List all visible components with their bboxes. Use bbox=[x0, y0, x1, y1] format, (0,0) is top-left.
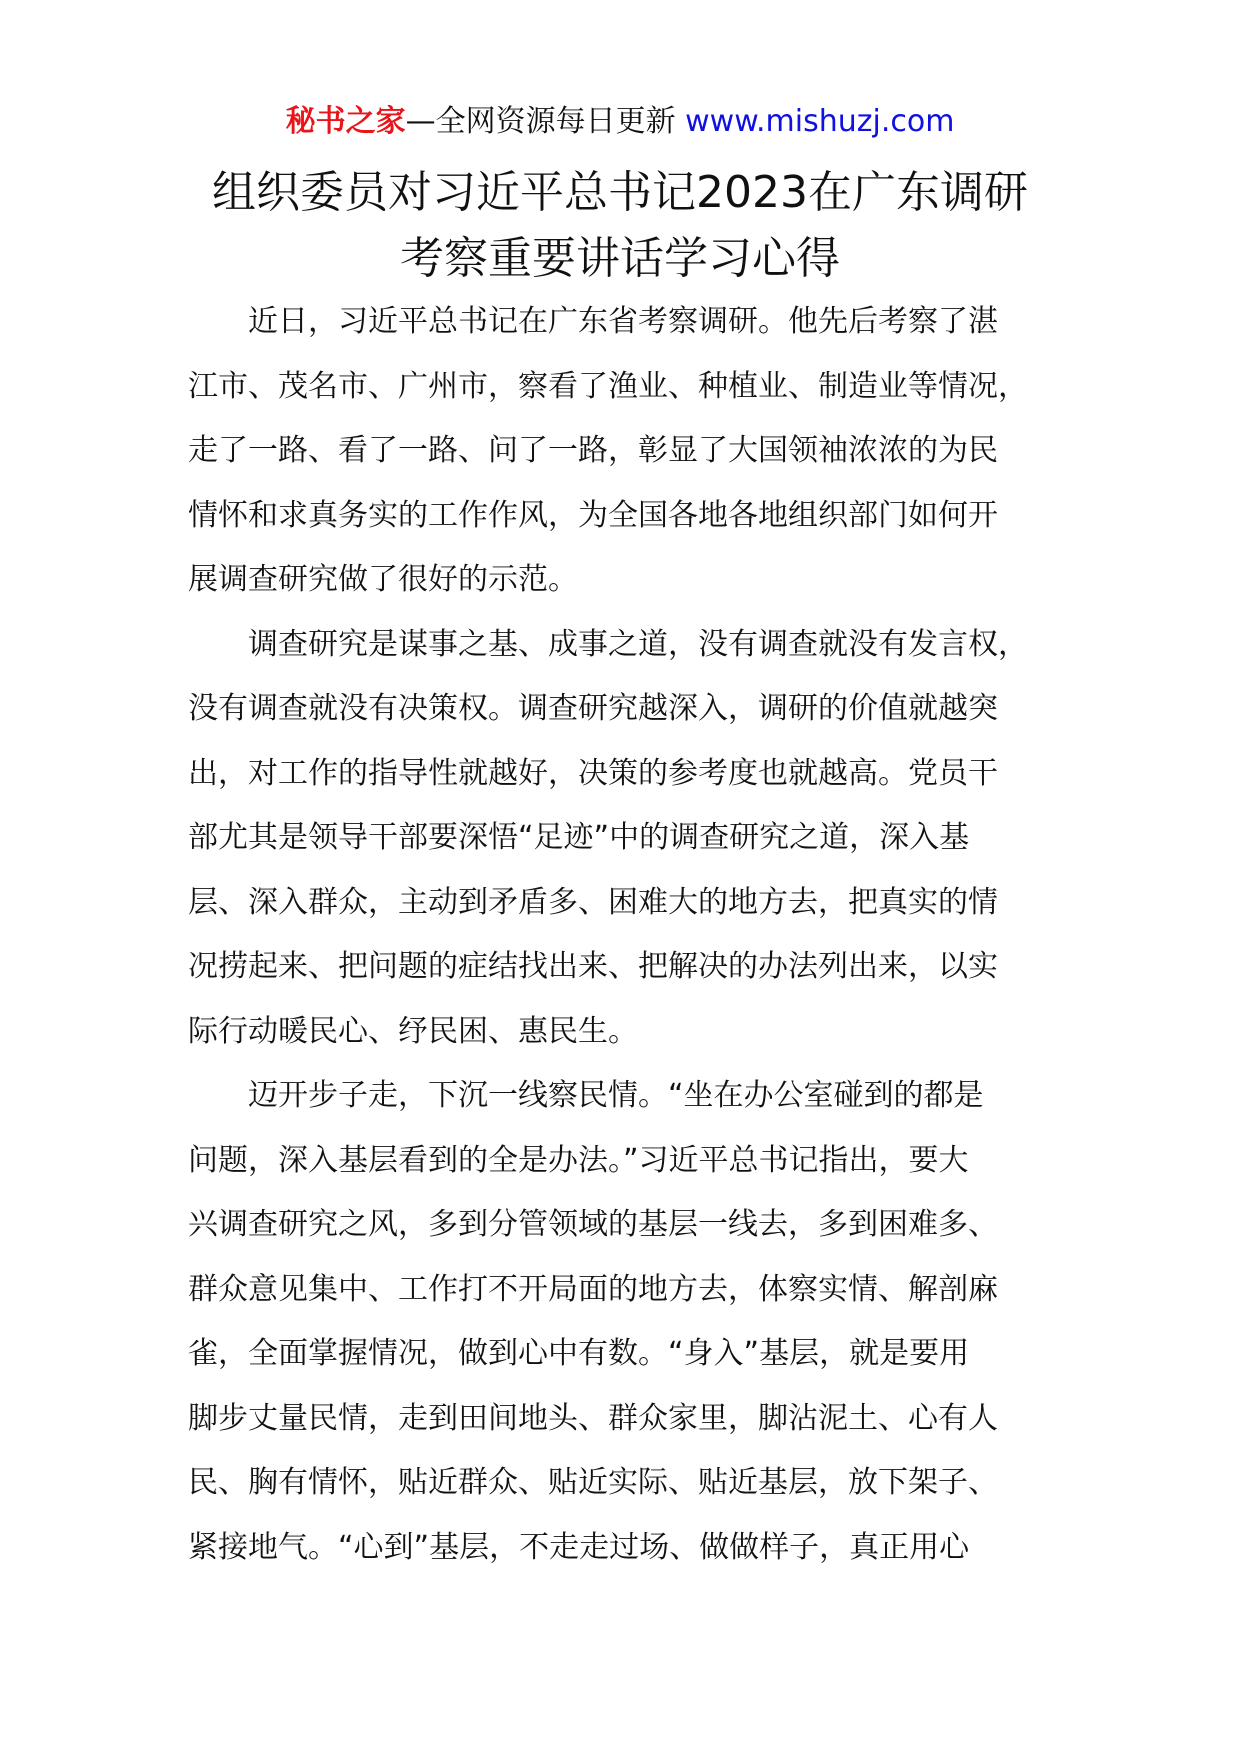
document-title bbox=[150, 160, 1090, 292]
title-line-2: 考察重要讲话学习心得 bbox=[400, 233, 840, 284]
paragraph-line: 民、胸有情怀，贴近群众、贴近实际、贴近基层，放下架子、 bbox=[188, 1465, 998, 1500]
paragraph-line: 际行动暖民心、纾民困、惠民生。 bbox=[188, 1013, 638, 1049]
header-tagline: —全网资源每日更新 bbox=[405, 104, 676, 139]
paragraph-line: 问题，深入基层看到的全是办法。”习近平总书记指出，要大 bbox=[188, 1142, 969, 1178]
paragraph-line: 展调查研究做了很好的示范。 bbox=[188, 562, 578, 597]
paragraph-line: 迈开步子走，下沉一线察民情。“坐在办公室碰到的都是 bbox=[248, 1078, 984, 1113]
title-line-1: 组织委员对习近平总书记2023在广东调研 bbox=[212, 167, 1028, 218]
paragraph-line: 没有调查就没有决策权。调查研究越深入，调研的价值就越突 bbox=[188, 691, 998, 726]
paragraph-line: 群众意见集中、工作打不开局面的地方去，体察实情、解剖麻 bbox=[188, 1271, 998, 1307]
site-url-link[interactable]: www.mishuzj.com bbox=[685, 104, 955, 139]
paragraph-line: 近日，习近平总书记在广东省考察调研。他先后考察了湛 bbox=[248, 304, 998, 339]
paragraph-line: 层、深入群众，主动到矛盾多、困难大的地方去，把真实的情 bbox=[188, 884, 998, 920]
paragraph-1 bbox=[188, 290, 1058, 613]
paragraph-line: 紧接地气。“心到”基层，不走走过场、做做样子，真正用心 bbox=[188, 1529, 970, 1565]
brand-name: 秘书之家 bbox=[285, 104, 406, 139]
paragraph-line: 情怀和求真务实的工作作风，为全国各地各地组织部门如何开 bbox=[188, 497, 998, 533]
site-header bbox=[0, 100, 1240, 144]
paragraph-3 bbox=[188, 1064, 1058, 1580]
paragraph-line: 走了一路、看了一路、问了一路，彰显了大国领袖浓浓的为民 bbox=[188, 433, 998, 468]
paragraph-line: 江市、茂名市、广州市，察看了渔业、种植业、制造业等情况， bbox=[188, 368, 1028, 404]
paragraph-line: 况捞起来、把问题的症结找出来、把解决的办法列出来，以实 bbox=[188, 949, 998, 984]
paragraph-2 bbox=[188, 613, 1058, 1065]
paragraph-line: 雀，全面掌握情况，做到心中有数。“身入”基层，就是要用 bbox=[188, 1336, 970, 1371]
paragraph-line: 兴调查研究之风，多到分管领域的基层一线去，多到困难多、 bbox=[188, 1207, 998, 1242]
paragraph-line: 出，对工作的指导性就越好，决策的参考度也就越高。党员干 bbox=[188, 755, 998, 791]
paragraph-line: 调查研究是谋事之基、成事之道，没有调查就没有发言权， bbox=[248, 626, 1028, 662]
paragraph-line: 部尤其是领导干部要深悟“足迹”中的调查研究之道，深入基 bbox=[188, 820, 970, 855]
document-body bbox=[188, 290, 1058, 1580]
paragraph-line: 脚步丈量民情，走到田间地头、群众家里，脚沾泥土、心有人 bbox=[188, 1400, 998, 1436]
